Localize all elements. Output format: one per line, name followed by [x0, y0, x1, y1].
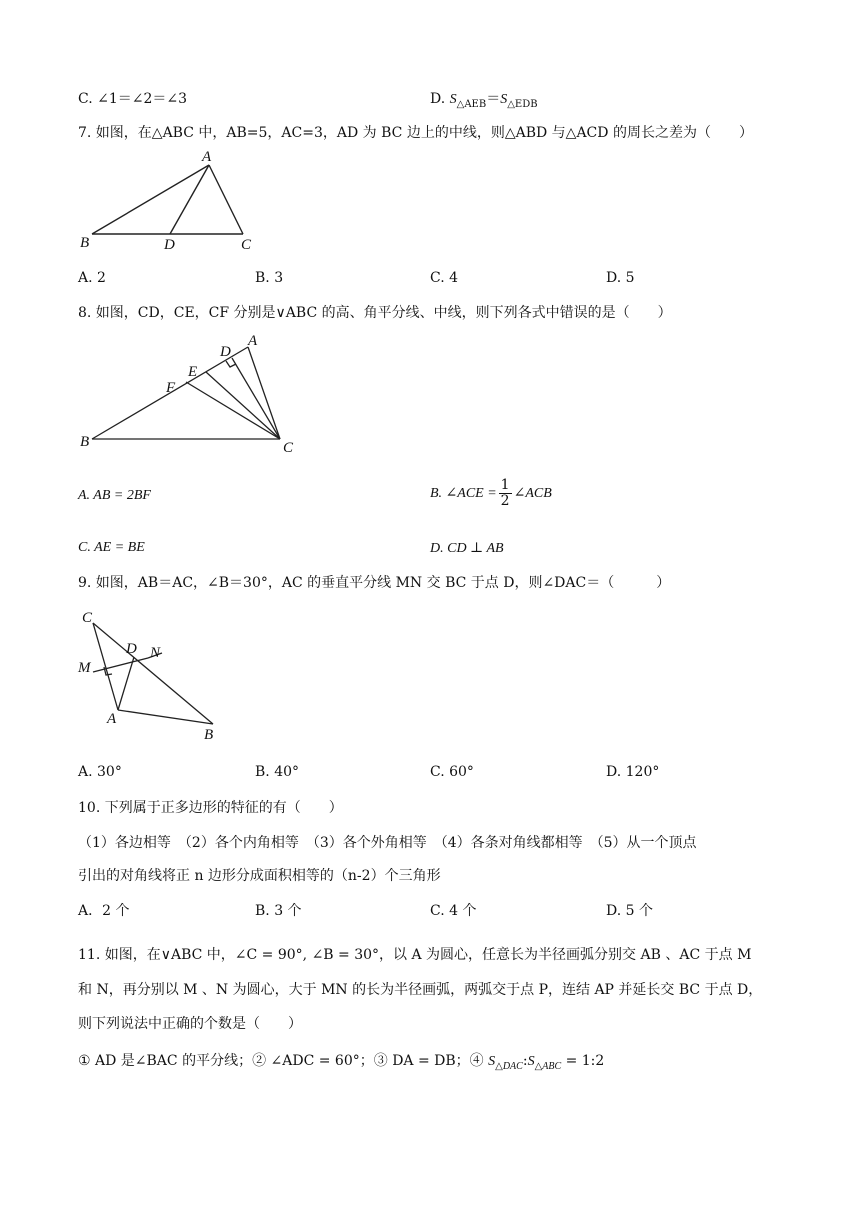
q9-label-b: B [204, 727, 214, 743]
q7-label-d: D [164, 237, 175, 253]
q6-option-d: D. $S_{\triangle AEB}=S_{\triangle EDB}$ [430, 91, 538, 110]
q10-option-b: B. 3 个 [255, 903, 302, 919]
q9-label-c: C [82, 610, 93, 626]
q7-label-b: B [80, 235, 90, 251]
q8-option-b: B. ∠ACE = $\frac{1}{2}$ ∠ACB [430, 477, 552, 509]
q6-option-c: C. ∠1＝∠2＝∠3 [78, 91, 188, 107]
q7-option-a: A. 2 [78, 270, 106, 286]
q10-stem: 10. 下列属于正多边形的特征的有（ ） [78, 800, 343, 816]
q8-stem: 8. 如图，CD，CE，CF 分别是∨ABC 的高、角平分线、中线，则下列各式中错误的是（ ） [78, 305, 672, 321]
q7-figure [78, 145, 268, 255]
q9-label-n: N [150, 645, 161, 661]
q8-label-d: D [220, 344, 231, 360]
q10-line1: （1）各边相等 （2）各个内角相等 （3）各个外角相等 （4）各条对角线都相等 （5）从一个顶点 [78, 835, 697, 851]
q8-figure [78, 330, 308, 456]
q7-stem: 7. 如图，在△ABC 中，AB=5，AC=3，AD 为 BC 边上的中线，则△ABD 与△ACD 的周长之差为（ ） [78, 125, 753, 141]
q10-option-c: C. 4 个 [430, 903, 477, 919]
q11-line1: 11. 如图，在∨ABC 中，∠C = 90°, ∠B = 30°，以 A 为圆心，任意长为半径画弧分别交 AB 、AC 于点 M [78, 947, 752, 963]
q9-option-a: A. 30° [78, 764, 122, 780]
q9-label-d: D [126, 641, 137, 657]
q9-stem: 9. 如图，AB＝AC，∠B＝30°，AC 的垂直平分线 MN 交 BC 于点 D，则∠DAC＝（ ） [78, 575, 671, 591]
q10-option-d: D. 5 个 [606, 903, 653, 919]
q8-option-c: C. AE = BE [78, 540, 145, 555]
q11-line2: 和 N，再分别以 M 、N 为圆心，大于 MN 的长为半径画弧，两弧交于点 P，连结 AP 并延长交 BC 于点 D， [78, 982, 763, 998]
q9-option-d: D. 120° [606, 764, 660, 780]
q8-label-e: E [188, 364, 198, 380]
q11-line4: ① AD 是∠BAC 的平分线；② ∠ADC = 60°；③ DA = DB；④ $S_{\triangle DAC}:S_{\triangle ABC}$ = 1:2 [78, 1053, 605, 1072]
q8-label-f: F [166, 380, 176, 396]
q7-option-d: D. 5 [606, 270, 635, 286]
q11-line3: 则下列说法中正确的个数是（ ） [78, 1016, 302, 1032]
q7-option-c: C. 4 [430, 270, 459, 286]
q10-option-a: A．2 个 [78, 903, 130, 919]
q10-line2: 引出的对角线将正 n 边形分成面积相等的（n-2）个三角形 [78, 868, 441, 884]
q9-label-a: A [107, 711, 117, 727]
q8-option-d: D. CD ⊥ AB [430, 541, 504, 556]
q8-label-a: A [248, 333, 258, 349]
q9-label-m: M [78, 660, 91, 676]
q7-label-c: C [241, 237, 252, 253]
q9-option-c: C. 60° [430, 764, 474, 780]
q7-option-b: B. 3 [255, 270, 284, 286]
q9-figure [76, 605, 236, 745]
q8-label-c: C [283, 440, 294, 456]
q8-option-a: A. AB = 2BF [78, 488, 151, 503]
q7-label-a: A [202, 149, 212, 165]
q9-option-b: B. 40° [255, 764, 300, 780]
q8-label-b: B [80, 434, 90, 450]
